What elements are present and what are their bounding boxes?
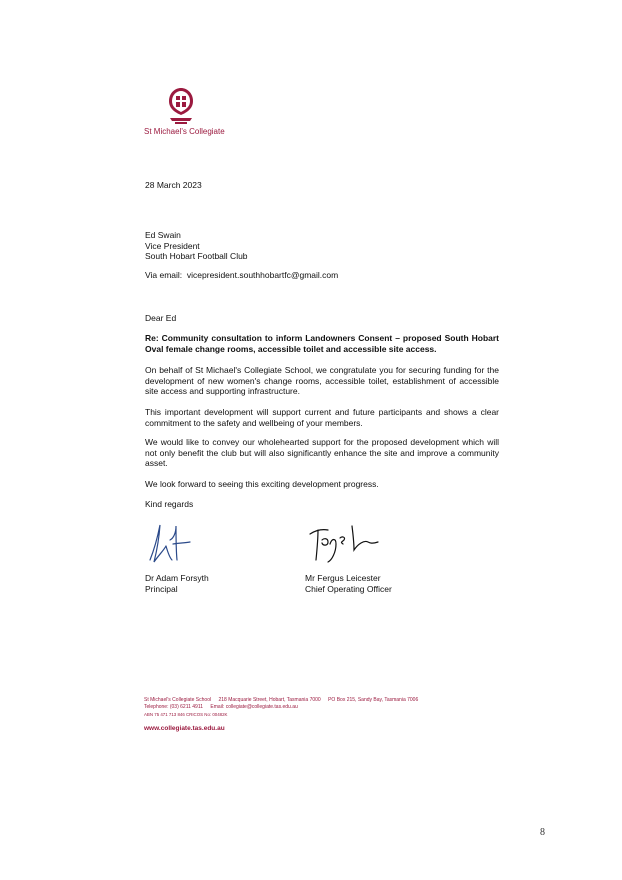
- via-email-label: Via email:: [145, 270, 183, 280]
- recipient-organisation: South Hobart Football Club: [145, 251, 248, 262]
- recipient-name: Ed Swain: [145, 230, 181, 240]
- footer-school: St Michael's Collegiate School: [144, 697, 212, 703]
- footer-abn: ABN 75 471 713 846 CRICOS No: 00482K: [144, 712, 228, 717]
- salutation: Dear Ed: [145, 313, 177, 323]
- closing: Kind regards: [145, 499, 194, 509]
- letter-date: 28 March 2023: [145, 180, 202, 190]
- body-paragraph: We look forward to seeing this exciting development progress.: [145, 479, 379, 489]
- recipient-block: [145, 230, 248, 262]
- body-paragraph: We would like to convey our wholehearted support for the proposed development which will not only benefit the club but will also significantly enhance the site and improve a community asset.: [145, 437, 499, 468]
- footer-street: 218 Macquarie Street, Hobart, Tasmania 7000: [218, 697, 321, 703]
- body-paragraph: This important development will support current and future participants and shows a clear commitment to the safety and wellbeing of your members.: [145, 407, 499, 428]
- recipient-title: Vice President: [145, 240, 200, 251]
- footer-contact-line: [144, 704, 418, 711]
- signatory-name: Mr Fergus Leicester: [305, 573, 381, 583]
- school-crest-logo: [164, 86, 198, 126]
- footer-address-line: [144, 697, 418, 704]
- footer-po-box: PO Box 215, Sandy Bay, Tasmania 7006: [328, 697, 419, 703]
- signatory-principal: [145, 573, 209, 594]
- signature-coo: [306, 520, 382, 566]
- signature-principal: [146, 520, 194, 566]
- signatory-role: Principal: [145, 583, 178, 594]
- subject-line: Re: Community consultation to inform Landowners Consent – proposed South Hobart Oval female change rooms, accessible toilet and accessible site access.: [145, 333, 499, 354]
- body-paragraph: On behalf of St Michael's Collegiate School, we congratulate you for securing funding for the development of new women's change rooms, accessible toilet, establishment of accessible site access and supporting infrastructure.: [145, 365, 499, 396]
- school-name: St Michael's Collegiate: [144, 127, 225, 136]
- via-email-address: vicepresident.southhobartfc@gmail.com: [186, 270, 339, 280]
- letterhead-footer: [144, 697, 418, 718]
- via-email-line: [145, 270, 338, 281]
- signatory-coo: [305, 573, 392, 594]
- footer-website-link[interactable]: www.collegiate.tas.edu.au: [144, 725, 225, 732]
- footer-telephone: Telephone: (03) 6211 4911: [144, 704, 204, 710]
- footer-email[interactable]: Email: collegiate@collegiate.tas.edu.au: [210, 704, 298, 710]
- signatory-name: Dr Adam Forsyth: [145, 573, 209, 583]
- page-number: 8: [540, 827, 545, 838]
- signatory-role: Chief Operating Officer: [305, 583, 392, 594]
